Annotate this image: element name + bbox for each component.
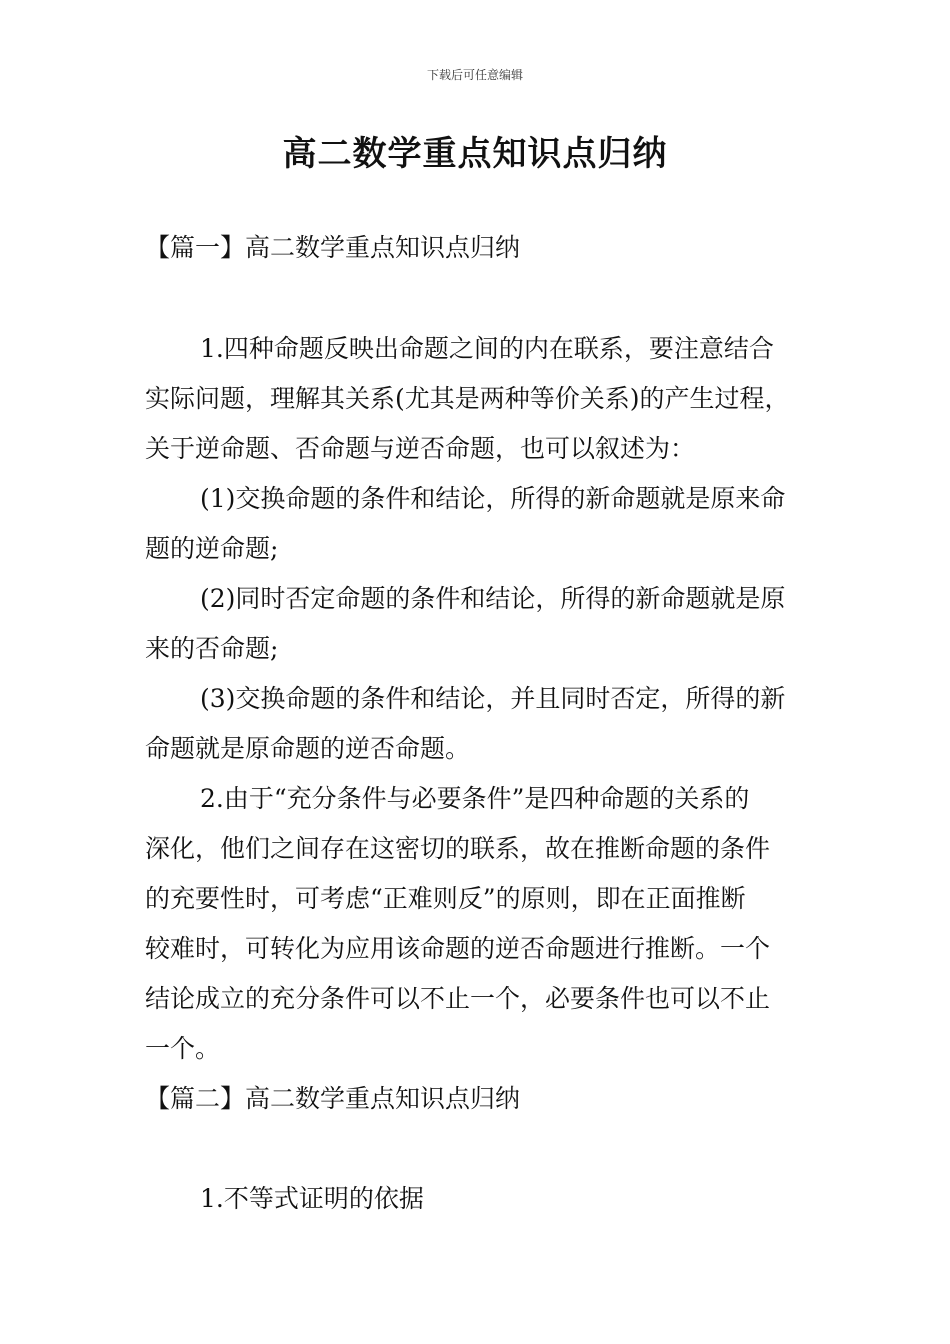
- paragraph-line: 深化，他们之间存在这密切的联系，故在推断命题的条件: [145, 834, 771, 863]
- paragraph-line: 结论成立的充分条件可以不止一个，必要条件也可以不止: [145, 984, 771, 1013]
- paragraph-line: 的充要性时，可考虑“正难则反”的原则，即在正面推断: [145, 884, 746, 913]
- header-note: 下载后可任意编辑: [426, 68, 523, 82]
- section-heading-1: 【篇一】高二数学重点知识点归纳: [145, 233, 521, 262]
- paragraph-line: 1.四种命题反映出命题之间的内在联系，要注意结合: [200, 334, 774, 363]
- paragraph-line: (1)交换命题的条件和结论，所得的新命题就是原来命: [200, 484, 786, 513]
- paragraph-line: 来的否命题;: [145, 634, 279, 663]
- page-title: 高二数学重点知识点归纳: [282, 134, 668, 174]
- paragraph-line: 题的逆命题;: [145, 534, 279, 563]
- paragraph-line: 较难时，可转化为应用该命题的逆否命题进行推断。一个: [145, 934, 771, 963]
- section-heading-2: 【篇二】高二数学重点知识点归纳: [145, 1084, 521, 1113]
- paragraph-line: 实际问题，理解其关系(尤其是两种等价关系)的产生过程，: [145, 384, 790, 413]
- paragraph-line: 2.由于“充分条件与必要条件”是四种命题的关系的: [200, 784, 750, 813]
- paragraph-line: (2)同时否定命题的条件和结论，所得的新命题就是原: [200, 584, 786, 613]
- paragraph-line: (3)交换命题的条件和结论，并且同时否定，所得的新: [200, 684, 786, 713]
- paragraph-line: 一个。: [145, 1034, 221, 1063]
- paragraph-line: 1.不等式证明的依据: [200, 1184, 424, 1213]
- paragraph-line: 命题就是原命题的逆否命题。: [145, 734, 471, 763]
- paragraph-line: 关于逆命题、否命题与逆否命题，也可以叙述为：: [145, 434, 696, 463]
